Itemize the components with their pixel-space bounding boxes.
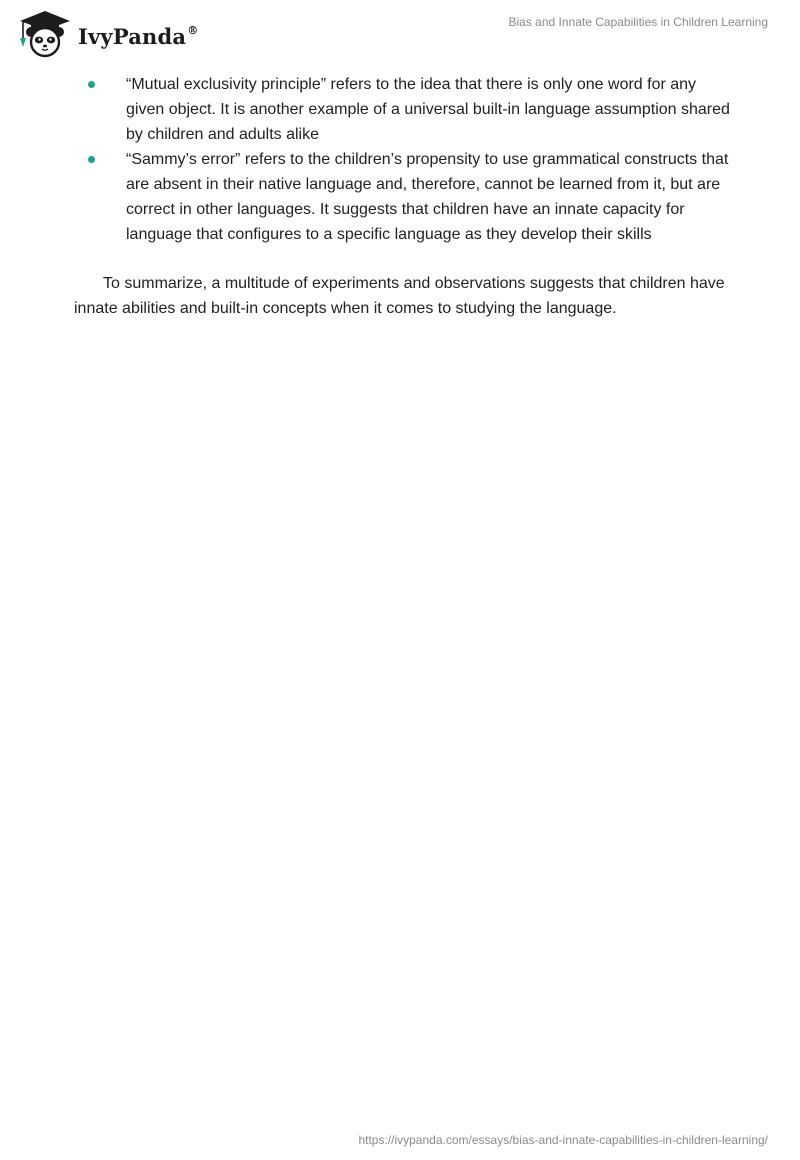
panda-graduate-icon xyxy=(14,8,76,58)
document-title: Bias and Innate Capabilities in Children Learning xyxy=(508,15,768,29)
bullet-icon xyxy=(88,81,95,88)
list-item xyxy=(74,147,734,247)
bullet-text: “Mutual exclusivity principle” refers to the idea that there is only one word for any given object. It is another example of a universal built-in language assumption shared by children and adults alike xyxy=(126,76,730,143)
bullet-list xyxy=(74,72,734,247)
brand-logo[interactable] xyxy=(14,8,198,58)
summary-paragraph: To summarize, a multitude of experiments and observations suggests that children have innate abilities and built-in concepts when it comes to studying the language. xyxy=(74,275,725,317)
source-url-link[interactable]: https://ivypanda.com/essays/bias-and-innate-capabilities-in-children-learning/ xyxy=(358,1133,768,1147)
bullet-text: “Sammy’s error” refers to the children’s propensity to use grammatical constructs that are absent in their native language and, therefore, cannot be learned from it, but are correct in other languages. It suggests that children have an innate capacity for language that configures to a specific language as they develop their skills xyxy=(126,151,729,243)
bullet-icon xyxy=(88,156,95,163)
brand-name: IvyPanda® xyxy=(78,23,199,49)
essay-content xyxy=(74,72,734,321)
list-item xyxy=(74,72,734,147)
page-header xyxy=(0,0,800,60)
registered-mark: ® xyxy=(187,23,199,37)
